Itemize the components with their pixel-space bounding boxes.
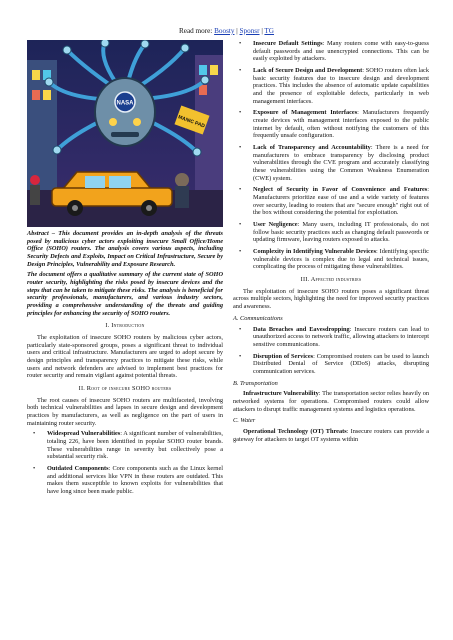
bullet-icon: •	[239, 221, 242, 229]
list-item	[233, 248, 429, 271]
abstract-paragraph: Abstract – This document provides an in-depth analysis of the threats posed by malicious cyber actors exploiting insecure Small Office/Home Office (SOHO) routers. The analysis covers various aspects, including Security Defects and Exploits, Impact on Critical Infrastructure, Secure by Design Principles, Vulnerability and Exposure Research.	[27, 230, 223, 268]
list-item-label: Lack of Transparency and Accountability	[253, 144, 371, 152]
list-item-label: Disruption of Services	[253, 352, 314, 360]
list-item-label: Insecure Default Settings	[253, 40, 323, 47]
read-more-prefix: Read more:	[178, 27, 215, 35]
list-item-label: Outdated Components	[47, 465, 109, 473]
root-causes-paragraph: The root causes of insecure SOHO routers are multifaceted, involving both technical vulnerabilities and lapses in secure design and development practices by manufacturers, as well as negligence on the part of users in maintaining router security.	[27, 396, 223, 427]
list-item-label: Complexity in Identifying Vulnerable Devices	[253, 248, 377, 256]
list-item-text: : Core components such as the Linux kernel and additional services like VPN in these routers are outdated. This makes them susceptible to known exploits for vulnerabilities that have long since been made public.	[47, 465, 223, 496]
paragraph-lead-label: Operational Technology (OT) Threats	[243, 427, 347, 435]
list-item-text: : Many routers come with easy-to-guess default passwords and use unencrypted connections. This can be easily exploited by attackers.	[253, 40, 429, 63]
list-item-text: : Identifying specific vulnerable devices is complex due to legal and technical issues, complicating the process of mitigating these vulnerabilities.	[253, 248, 429, 271]
paragraph-lead-label: Infrastructure Vulnerability	[243, 390, 319, 398]
cyber-octopus-robot-image	[27, 40, 223, 227]
bullet-icon: •	[239, 352, 242, 360]
list-item-label: Lack of Secure Design and Development	[253, 67, 363, 75]
left-column	[27, 40, 223, 500]
list-item-text: : Compromised routers can be used to launch Distributed Denial of Service (DDoS) attacks, disrupting communication services.	[253, 352, 430, 375]
link-separator: |	[234, 27, 240, 35]
list-item-label: Neglect of Security in Favor of Convenience and Features	[253, 186, 428, 194]
section-title-root-causes: II. Root of insecure SOHO routers	[78, 385, 172, 393]
list-item-text: : Manufacturers prioritize ease of use and a wide variety of features over security, leading to routers that are "secure enough" right out of the box without considering the potential for exploitation.	[253, 186, 429, 217]
transportation-paragraph	[233, 390, 429, 413]
link-sponsr[interactable]: Sponsr	[239, 27, 260, 35]
link-tg[interactable]: TG	[264, 27, 275, 35]
bullet-icon: •	[239, 67, 242, 75]
read-more-bar	[0, 27, 453, 36]
affected-industries-paragraph: The exploitation of insecure SOHO routers poses a significant threat across multiple sectors, highlighting the need for improved security practices and awareness.	[233, 287, 429, 311]
right-column	[233, 40, 429, 446]
paragraph-text: : Insecure routers can provide a gateway for attackers to target OT systems within	[233, 427, 429, 443]
bullet-icon: •	[239, 144, 242, 152]
root-causes-list-part1	[27, 430, 223, 495]
root-causes-list-part2	[233, 40, 429, 271]
bullet-icon: •	[239, 109, 242, 117]
introduction-paragraph: The exploitation of insecure SOHO routers by malicious cyber actors, particularly state-sponsored groups, poses a significant threat to individual users and critical infrastructure. Manufacturers are urged to adopt secure by design principles and transparency practices to mitigate these risks, while users and network defenders are advised to implement best practices for router security and remain vigilant against potential threats.	[27, 334, 223, 380]
list-item-text: : Insecure routers can lead to unauthorized access to network traffic, allowing attackers to intercept sensitive communications.	[253, 325, 429, 348]
subsection-title-transportation: B. Transportation	[233, 379, 278, 387]
list-item	[27, 465, 223, 496]
list-item	[233, 353, 429, 376]
list-item-label: Data Breaches and Eavesdropping	[253, 325, 350, 333]
list-item	[233, 326, 429, 349]
list-item	[233, 221, 429, 244]
bullet-icon: •	[33, 430, 36, 438]
list-item-label: User Negligence	[253, 221, 298, 229]
paragraph-text: : The transportation sector relies heavily on networked systems for operations. Compromised routers could allow attackers to disrupt traffic management systems and logistics operations.	[233, 390, 429, 413]
bullet-icon: •	[33, 465, 36, 473]
list-item	[233, 40, 429, 63]
list-item	[233, 144, 429, 182]
bullet-icon: •	[239, 186, 242, 194]
link-boosty[interactable]: Boosty	[214, 27, 235, 35]
water-paragraph	[233, 428, 429, 443]
section-title-introduction: I. Introduction	[105, 322, 145, 330]
list-item-text: : SOHO routers often lack basic security features due to insecure design and development practices. This includes the absence of automatic update capabilities and the presence of exploitable defects, particularly in web management interfaces.	[253, 67, 429, 105]
communications-list	[233, 326, 429, 376]
list-item-text: : There is a need for manufacturers to embrace transparency by disclosing product vulnerabilities through the CVE program and accurately classifying these vulnerabilities using the Common Weakness Enumeration (CWE) system.	[253, 144, 430, 182]
bullet-icon: •	[239, 40, 242, 47]
list-item	[233, 67, 429, 105]
link-separator: |	[259, 27, 265, 35]
subsection-title-water: C. Water	[233, 417, 256, 425]
subsection-title-communications: A. Communications	[233, 314, 283, 322]
section-title-affected-industries: III. Affected industries	[300, 276, 362, 284]
list-item	[233, 109, 429, 140]
manic-pad-sign-text: MANIC PAD	[177, 114, 206, 130]
list-item	[27, 430, 223, 461]
bullet-icon: •	[239, 325, 242, 333]
bullet-icon: •	[239, 248, 242, 256]
list-item-label: Exposure of Management Interfaces	[253, 109, 358, 117]
list-item-text: : A significant number of vulnerabilities, totaling 226, have been identified in popular SOHO router brands. These vulnerabilities range in severity but collectively pose a substantial security risk.	[47, 430, 223, 461]
summary-paragraph: The document offers a qualitative summary of the current state of SOHO router security, highlighting the risks posed by insecure devices and the steps that can be taken to mitigate these risks. The analysis is beneficial for security professionals, manufacturers, and various industry sectors, providing a comprehensive understanding of the threats and guiding principles for enhancing the security of SOHO routers.	[27, 271, 223, 317]
list-item	[233, 186, 429, 217]
list-item-label: Widespread Vulnerabilities	[47, 430, 121, 438]
nasa-chip-text: NASA	[116, 100, 134, 107]
list-item-text: : Manufacturers frequently create devices with management interfaces exposed to the public internet by default, often without notifying the customers of this frequently unsafe configuration.	[253, 109, 429, 140]
hero-illustration	[27, 40, 223, 227]
list-item-text: : Many users, including IT professionals, do not follow basic security practices such as changing default passwords or updating firmware, leaving routers exposed to attacks.	[253, 221, 429, 244]
